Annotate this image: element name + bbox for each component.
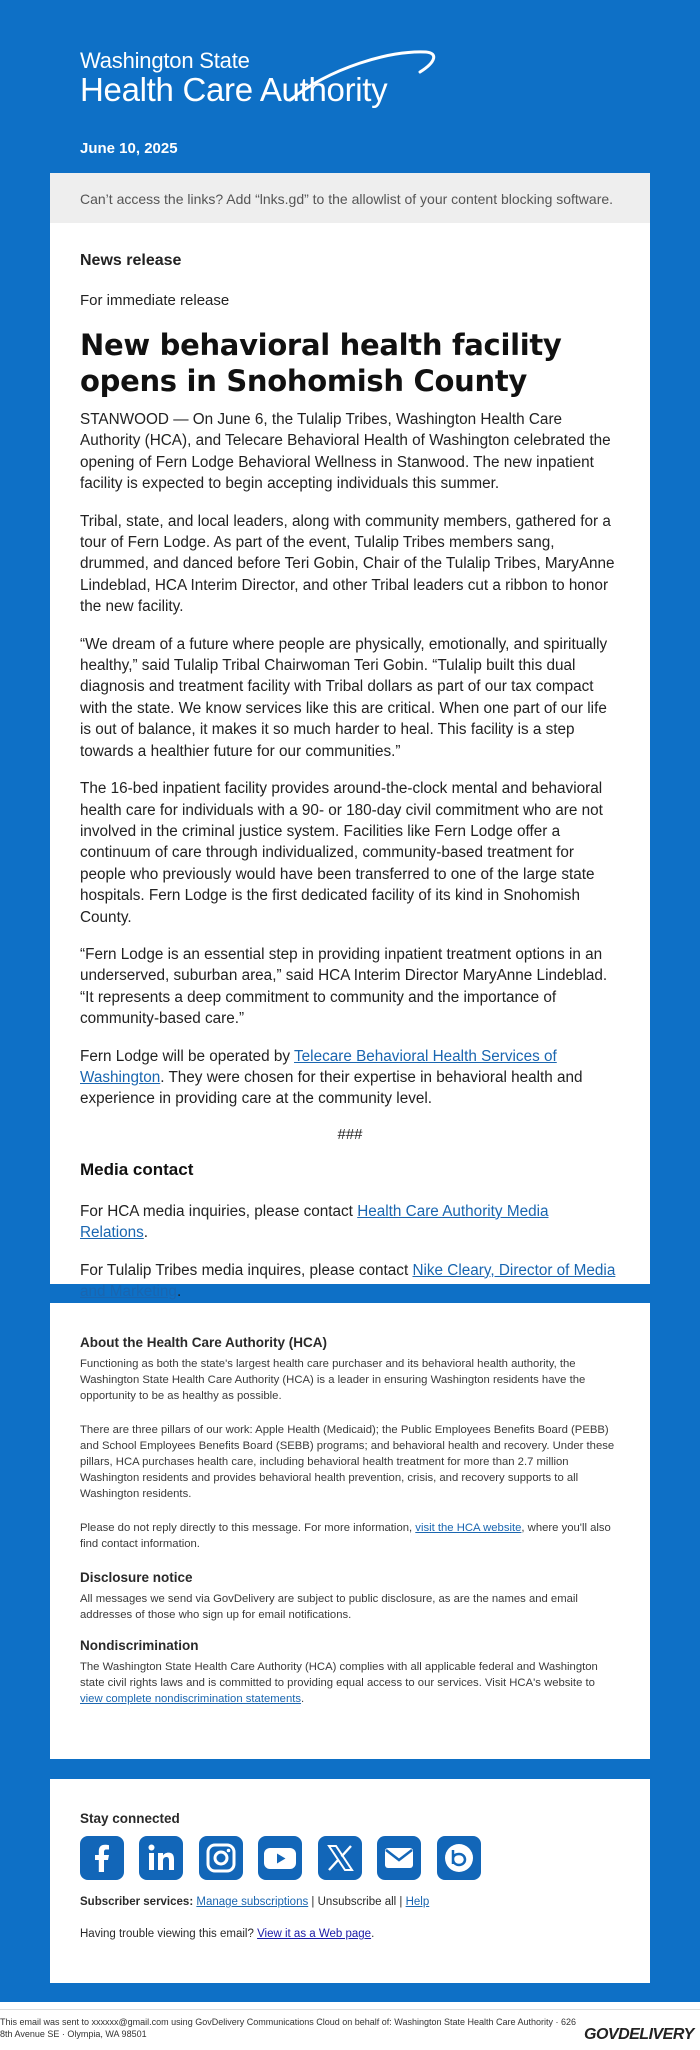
release-kicker: News release: [80, 252, 182, 269]
hca-media-relations-link[interactable]: Health Care Authority Media Relations: [80, 1202, 549, 1242]
media-contact-hca: [80, 1201, 620, 1244]
paragraph-6-post: . They were chosen for their expertise in behavioral health and experience in providing care at the community level.: [80, 1068, 583, 1108]
allowlist-notice: [50, 173, 650, 223]
nondiscrimination-link[interactable]: view complete nondiscrimination statements: [80, 1693, 302, 1705]
telecare-link[interactable]: Telecare Behavioral Health Services of Washington: [80, 1047, 557, 1086]
issue-date: June 10, 2025: [80, 140, 178, 157]
paragraph-4: The 16-bed inpatient facility provides around-the-clock mental and behavioral health care for individuals with a 90- or 180-day civil commitment who are not involved in the criminal justice system. Facilities like Fern Lodge offer a continuum of care through individualized, community-based treatment for people who previously would have been transferred to one of the large state hospitals. Fern Lodge is the first dedicated facility of its kind in Snohomish County.: [80, 780, 603, 926]
media-contact-title: Media contact: [80, 1159, 194, 1179]
sent-to-text: This email was sent to xxxxxx@gmail.com using GovDelivery Communications Cloud on behalf of: Washington State Health Care Authority · 626 8th Avenue SE · Olympia, WA 98501: [0, 2017, 577, 2039]
about-paragraph-1: Functioning as both the state's largest health care purchaser and its behavioral health authority, the Washington State Health Care Authority (HCA) is a leader in ensuring Washington residents have the opportunity to be as healthy as possible.: [80, 1358, 586, 1402]
media-tulalip-pre: For Tulalip Tribes media inquires, please contact: [80, 1261, 413, 1279]
stay-content: [80, 1811, 620, 1958]
about-content: [80, 1335, 620, 1722]
hca-website-link[interactable]: visit the HCA website: [415, 1522, 522, 1534]
manage-subscriptions-link[interactable]: Manage subscriptions: [196, 1896, 309, 1908]
subscriber-services: [80, 1894, 620, 1910]
disclosure-text: All messages we send via GovDelivery are subject to public disclosure, as are the names and email addresses of those who sign up for email notifications.: [80, 1593, 578, 1621]
web-version-line: [80, 1926, 620, 1942]
instagram-icon[interactable]: [199, 1836, 243, 1880]
linkedin-icon[interactable]: [139, 1836, 183, 1880]
subscriber-services-label: Subscriber services:: [80, 1896, 194, 1908]
about-paragraph-3: [80, 1520, 620, 1552]
nondisc-post: .: [301, 1693, 305, 1705]
email-icon[interactable]: [377, 1836, 421, 1880]
nondiscrimination-text: [80, 1659, 620, 1707]
disclosure-title: Disclosure notice: [80, 1570, 193, 1585]
youtube-icon[interactable]: [258, 1836, 302, 1880]
news-release-card: [50, 173, 650, 1300]
logo-line-2: Health Care Authority: [80, 71, 388, 108]
stay-connected-title: Stay connected: [80, 1811, 180, 1826]
x-icon[interactable]: [318, 1836, 362, 1880]
release-title: New behavioral health facility opens in Snohomish County: [80, 328, 562, 398]
social-icons: [80, 1836, 620, 1880]
media-contact-tulalip: [80, 1260, 620, 1303]
govdelivery-footer: [0, 2016, 700, 2050]
release-subtitle: For immediate release: [80, 292, 230, 309]
nondiscrimination-title: Nondiscrimination: [80, 1638, 199, 1653]
paragraph-2: Tribal, state, and local leaders, along with community members, gathered for a tour of Fern Lodge. As part of the event, Tulalip Tribes members sang, drummed, and danced before Teri Gobin, Chair of the Tulalip Tribes, MaryAnne Lindeblad, HCA Interim Director, and other Tribal leaders cut a ribbon to honor the new facility.: [80, 512, 615, 616]
web-version-pre: Having trouble viewing this email?: [80, 1928, 258, 1940]
media-tulalip-post: .: [176, 1283, 182, 1300]
blog-icon[interactable]: [437, 1836, 481, 1880]
footer-divider: [0, 2009, 700, 2010]
end-marker: ###: [337, 1125, 363, 1143]
media-hca-pre: For HCA media inquiries, please contact: [80, 1202, 358, 1220]
about-title: About the Health Care Authority (HCA): [80, 1335, 327, 1350]
web-version-post: .: [371, 1928, 375, 1940]
nike-cleary-link[interactable]: Nike Cleary, Director of Media and Marketing: [80, 1261, 616, 1300]
help-link[interactable]: Help: [405, 1896, 430, 1908]
view-web-page-link[interactable]: View it as a Web page: [257, 1928, 372, 1940]
logo-swoosh-icon: [260, 48, 440, 108]
paragraph-3: “We dream of a future where people are physically, emotionally, and spiritually healthy,” said Tulalip Tribal Chairwoman Teri Gobin. “Tulalip built this dual diagnosis and treatment facility with Tribal dollars as part of our tax compact with the state. We know services like this are critical. When one part of our life is out of balance, it makes it so much harder to heal. This facility is a step towards a healthier future for our communities.”: [80, 635, 608, 760]
about-p3-pre: Please do not reply directly to this message. For more information,: [80, 1522, 416, 1534]
stay-connected-card: [50, 1779, 650, 1983]
about-card: [50, 1303, 650, 1759]
unsubscribe-all-text[interactable]: | Unsubscribe all |: [308, 1896, 406, 1908]
nondisc-pre: The Washington State Health Care Authority (HCA) complies with all applicable federal and Washington state civil rights laws and is committed to providing equal access to our services. Visit HCA's website to: [80, 1661, 598, 1689]
allowlist-notice-text: Can’t access the links? Add “lnks.gd” to the allowlist of your content blocking software.: [80, 191, 614, 207]
paragraph-5: “Fern Lodge is an essential step in providing inpatient treatment options in an underserved, suburban area,” said HCA Interim Director MaryAnne Lindeblad. “It represents a deep commitment to community and the importance of community-based care.”: [80, 945, 608, 1028]
logo-line-1: Washington State: [80, 48, 250, 73]
paragraph-6-pre: Fern Lodge will be operated by: [80, 1047, 295, 1065]
govdelivery-logo[interactable]: GOVDELIVERY: [584, 2026, 694, 2043]
paragraph-6: [80, 1046, 620, 1110]
facebook-icon[interactable]: [80, 1836, 124, 1880]
hca-logo[interactable]: [80, 48, 430, 114]
release-content: [80, 251, 620, 1318]
about-paragraph-2: There are three pillars of our work: Apple Health (Medicaid); the Public Employees Benefits Board (PEBB) and School Employees Benefits Board (SEBB) programs; and behavioral health and recovery. Under these pillars, HCA purchases health care, including behavioral health treatment for more than 2.7 million Washington residents and provides behavioral health prevention, crisis, and recovery supports to all Washington residents.: [80, 1424, 615, 1500]
media-hca-post: .: [143, 1224, 149, 1242]
about-p3-post: , where you'll also find contact information.: [80, 1522, 611, 1550]
paragraph-1: STANWOOD — On June 6, the Tulalip Tribes, Washington Health Care Authority (HCA), and Telecare Behavioral Health of Washington celebrated the opening of Fern Lodge Behavioral Wellness in Stanwood. The new inpatient facility is expected to begin accepting individuals this summer.: [80, 411, 611, 493]
